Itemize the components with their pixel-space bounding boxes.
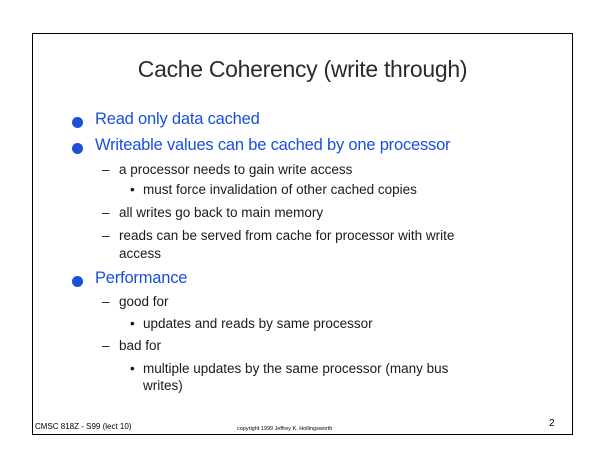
subsub-updates-reads: updates and reads by same processor	[143, 316, 373, 331]
sub-reads-served-cont: access	[119, 246, 162, 261]
bullet-circle-icon	[72, 117, 83, 128]
sub-write-access: a processor needs to gain write access	[119, 162, 353, 177]
bullet-circle-icon	[72, 276, 83, 287]
subsub-multiple-updates: multiple updates by the same processor (many bus	[143, 361, 449, 376]
dash-icon: –	[102, 162, 110, 177]
footer-copyright: copyright 1999 Jeffrey K. Hollingsworth	[237, 426, 333, 432]
bullet-read-only: Read only data cached	[95, 110, 260, 128]
page-number: 2	[549, 418, 555, 429]
dash-icon: –	[102, 294, 110, 309]
dash-icon: –	[102, 205, 110, 220]
dot-icon: •	[130, 182, 135, 197]
slide-title: Cache Coherency (write through)	[137, 56, 468, 82]
sub-good-for: good for	[119, 294, 169, 309]
bullet-writeable: Writeable values can be cached by one processor	[95, 136, 451, 154]
footer-course: CMSC 818Z - S99 (lect 10)	[35, 422, 132, 431]
dot-icon: •	[130, 361, 135, 376]
sub-writes-main-memory: all writes go back to main memory	[119, 205, 324, 220]
subsub-invalidation: must force invalidation of other cached copies	[143, 182, 417, 197]
dash-icon: –	[102, 338, 110, 353]
dash-icon: –	[102, 228, 110, 243]
dot-icon: •	[130, 316, 135, 331]
bullet-circle-icon	[72, 143, 83, 154]
sub-reads-served: reads can be served from cache for processor with write	[119, 228, 455, 243]
subsub-multiple-updates-cont: writes)	[143, 378, 183, 393]
sub-bad-for: bad for	[119, 338, 162, 353]
bullet-performance: Performance	[95, 269, 188, 287]
